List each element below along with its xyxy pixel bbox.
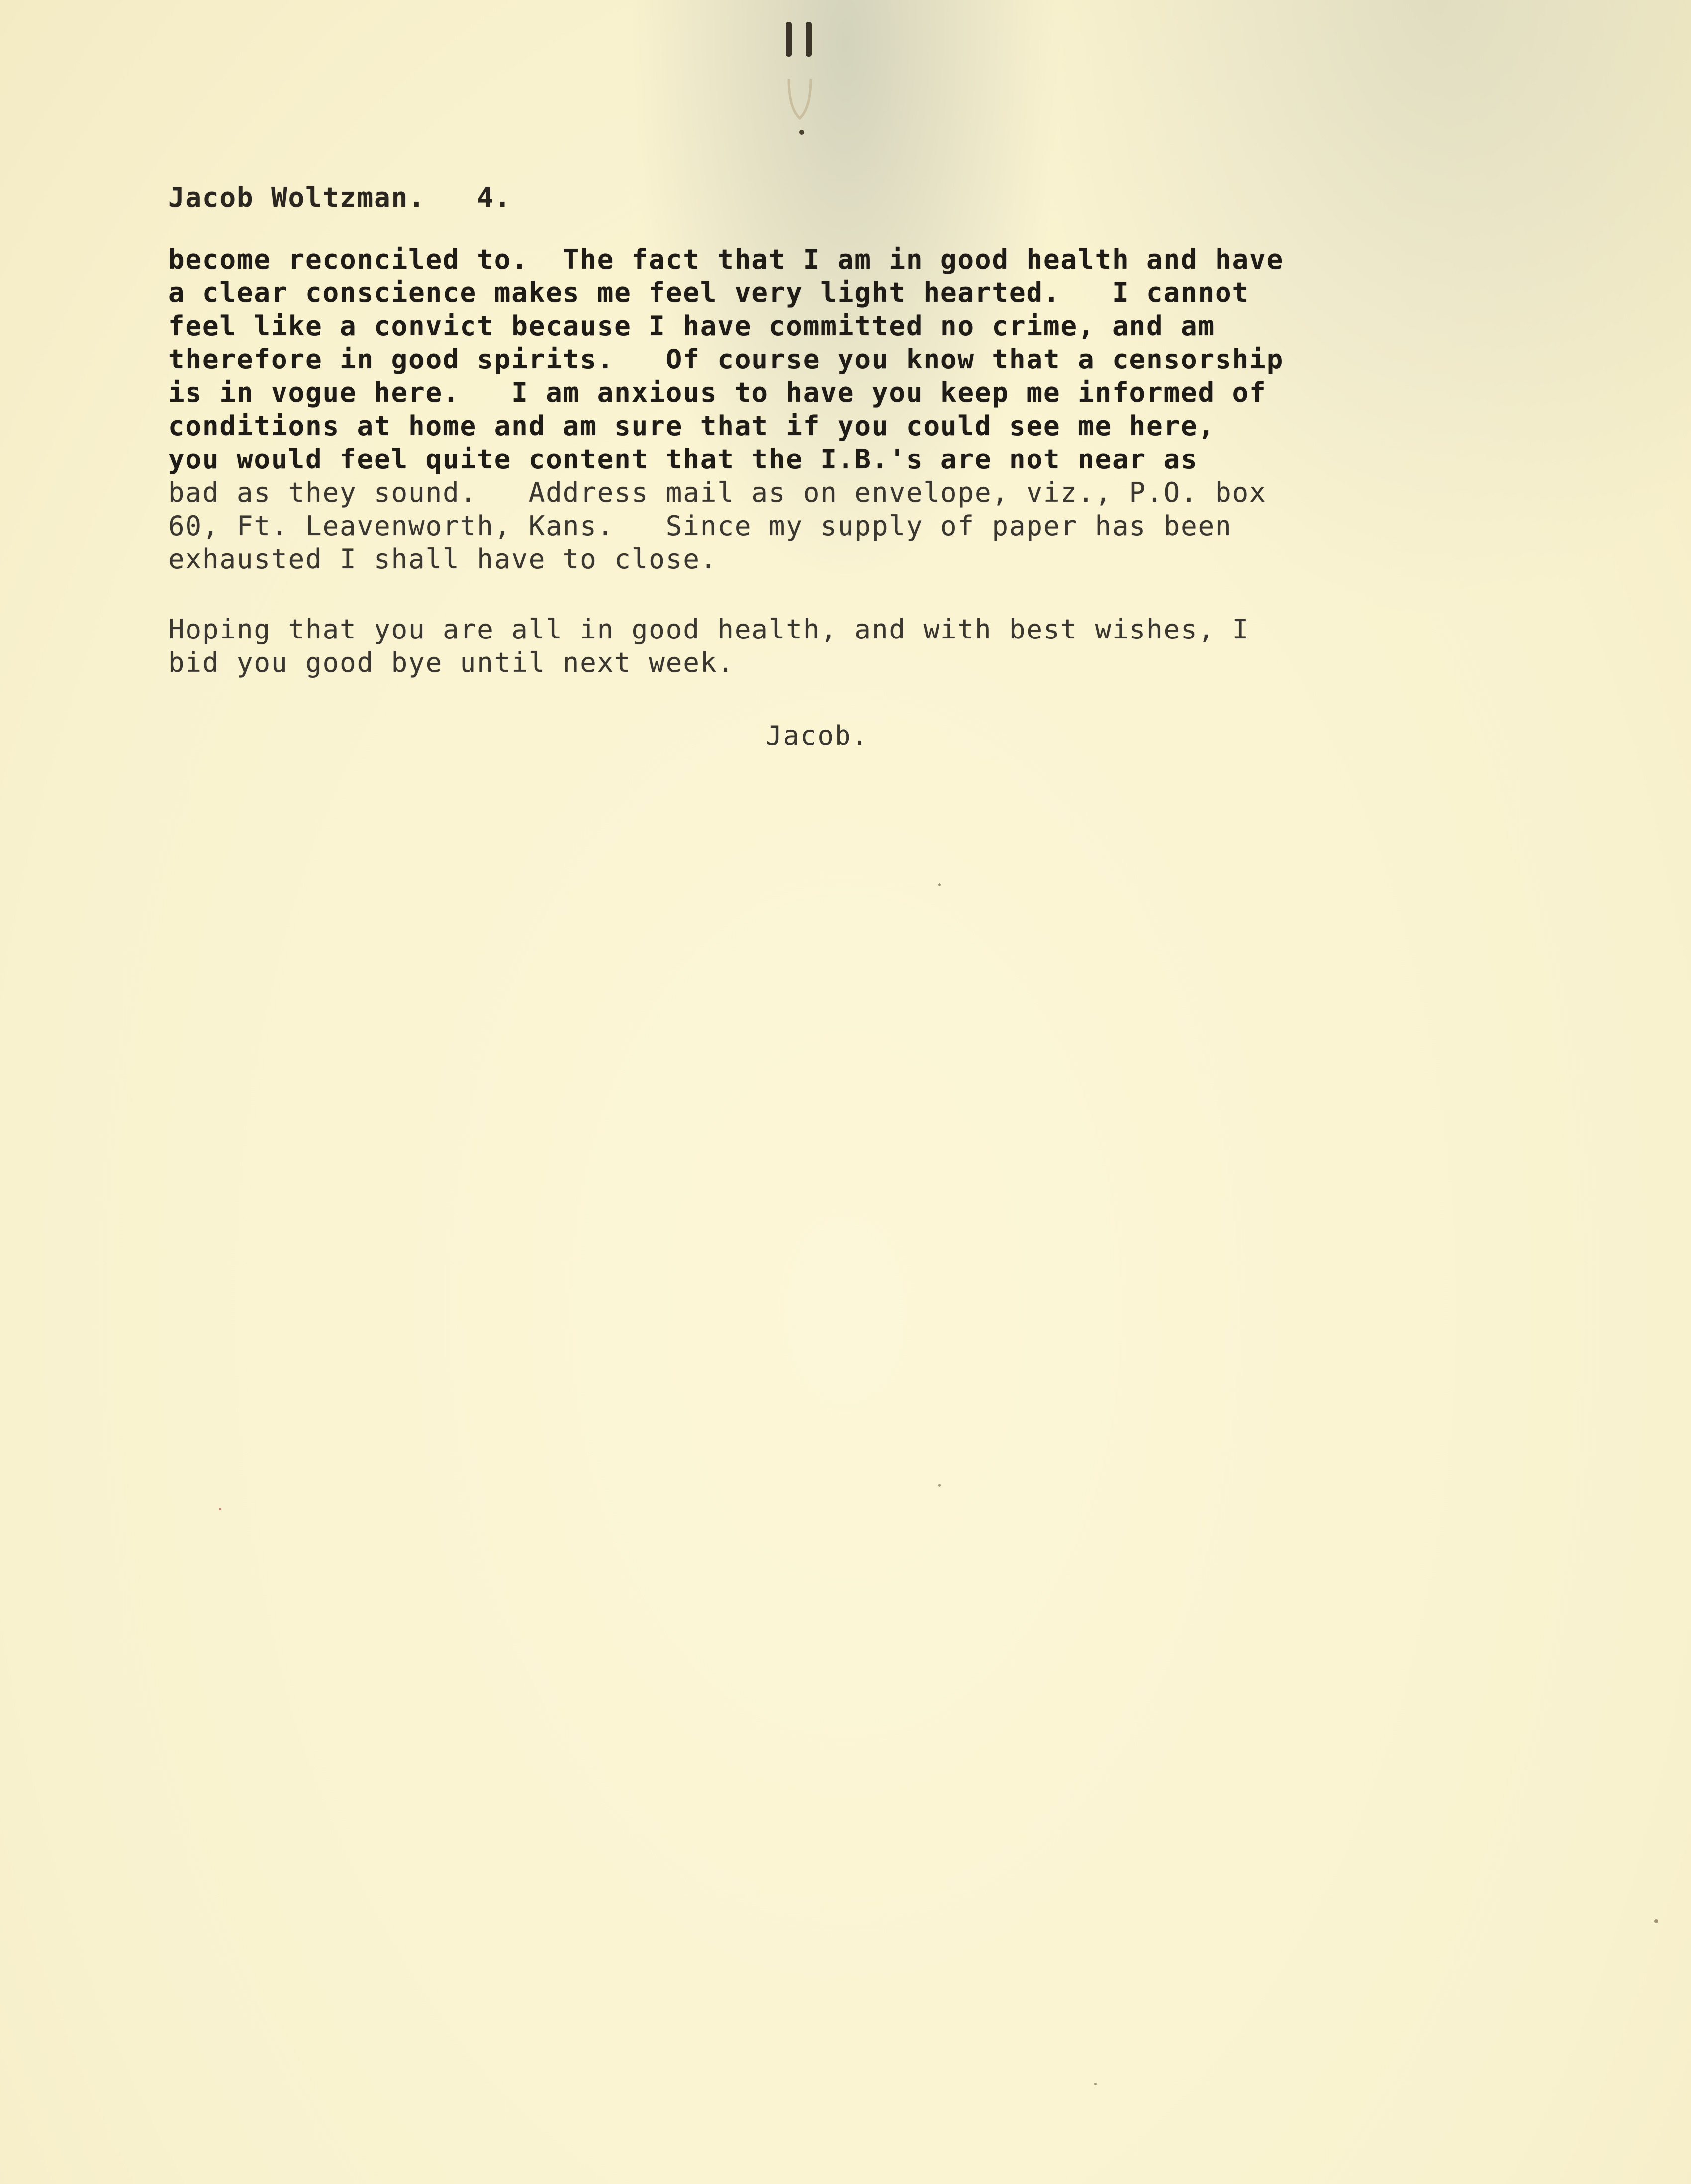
paper-speck — [1094, 2083, 1097, 2085]
letter-header: Jacob Woltzman. 4. — [168, 182, 512, 213]
text-line: is in vogue here. I am anxious to have you keep me informed of — [168, 377, 1267, 408]
signature: Jacob. — [766, 720, 869, 751]
text-line: bad as they sound. Address mail as on envelope, viz., P.O. box — [168, 477, 1267, 508]
text-line: a clear conscience makes me feel very light hearted. I cannot — [168, 277, 1250, 308]
text-line: you would feel quite content that the I.B.'s are not near as — [168, 444, 1198, 475]
text-line: exhausted I shall have to close. — [168, 544, 718, 575]
closing-paragraph — [168, 613, 1249, 679]
paper-speck — [1654, 1919, 1658, 1923]
staple-mark — [780, 19, 822, 148]
body-paragraph — [168, 243, 1284, 576]
paper-speck — [219, 1508, 221, 1510]
paper-speck — [938, 883, 941, 886]
text-line: 60, Ft. Leavenworth, Kans. Since my supply of paper has been — [168, 510, 1232, 542]
paper-speck — [938, 1484, 941, 1487]
text-line: become reconciled to. The fact that I am in good health and have — [168, 244, 1284, 275]
text-line: conditions at home and am sure that if you could see me here, — [168, 410, 1216, 442]
text-line: therefore in good spirits. Of course you know that a censorship — [168, 344, 1284, 375]
text-line: feel like a convict because I have committed no crime, and am — [168, 310, 1216, 342]
text-line: Hoping that you are all in good health, and with best wishes, I — [168, 614, 1250, 645]
text-line: bid you good bye until next week. — [168, 647, 735, 678]
